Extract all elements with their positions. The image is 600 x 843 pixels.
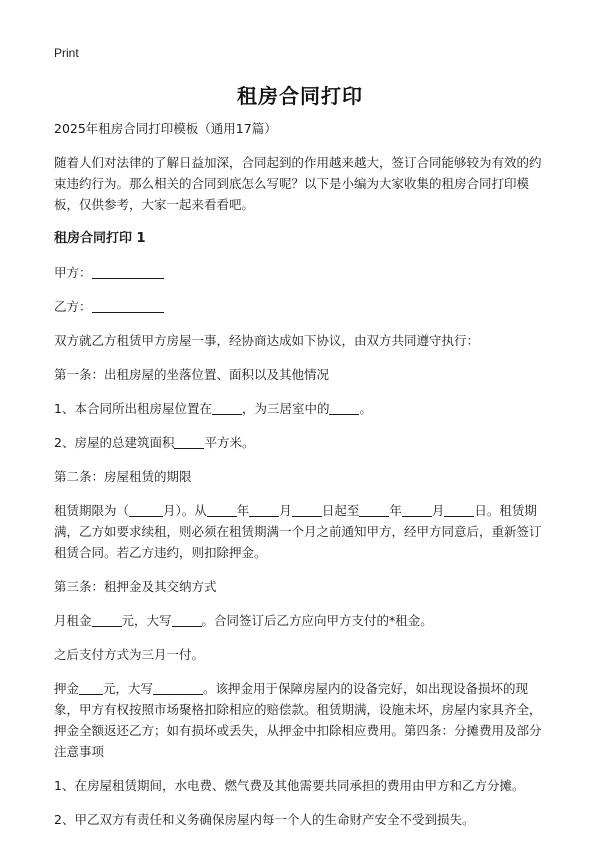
article-3-payment: 之后支付方式为三月一付。 — [54, 647, 205, 662]
document-body — [54, 118, 546, 843]
deposit-amount-blank — [79, 680, 103, 695]
clause-text: 日起至 — [321, 503, 360, 518]
area-blank — [174, 434, 204, 449]
party-b-label: 乙方： — [54, 299, 92, 314]
start-day-blank — [292, 502, 322, 517]
end-year-blank — [359, 502, 389, 517]
agreement-intro: 双方就乙方租赁甲方房屋一事，经协商达成如下协议，由双方共同遵守执行： — [54, 333, 480, 348]
clause-text: 。该押金用于保障房屋内的设备完好，如出现设备损坏的现象，甲方有权按照市场聚格扣除相应的赔偿款。租赁期满，设施未坏，房屋内家具齐全，押金全额返还乙方；如有损坏或丢失，从押金中扣除相应费用。第四条：分摊费用及部分注意事项 — [54, 681, 542, 759]
article-2-title: 第二条：房屋租赁的期限 — [54, 469, 192, 484]
article-4-clause-2: 2、甲乙双方有责任和义务确保房屋内每一个人的生命财产安全不受到损失。 — [54, 812, 475, 827]
clause-text: 月 — [431, 503, 445, 518]
clause-text: 。 — [359, 401, 372, 416]
end-month-blank — [402, 502, 432, 517]
document-subtitle: 2025年租房合同打印模板（通用17篇） — [54, 121, 277, 136]
clause-text: 元，大写 — [103, 681, 154, 696]
clause-text: 平方米。 — [204, 435, 255, 450]
article-1-title: 第一条：出租房屋的坐落位置、面积以及其他情况 — [54, 367, 330, 382]
clause-text: 月租金 — [54, 613, 92, 628]
location-blank — [212, 400, 242, 415]
months-blank — [129, 502, 163, 517]
article-3-rent — [54, 610, 546, 631]
clause-text: 租赁期限为（ — [54, 503, 130, 518]
article-1-clause-1 — [54, 398, 546, 419]
room-blank — [329, 400, 359, 415]
clause-text: 2、房屋的总建筑面积 — [54, 435, 175, 450]
article-2-body — [54, 500, 546, 563]
end-day-blank — [444, 502, 474, 517]
article-3-title: 第三条：租押金及其交纳方式 — [54, 579, 217, 594]
clause-text: 1、本合同所出租房屋位置在 — [54, 401, 212, 416]
party-a-blank — [92, 264, 164, 279]
party-a-line — [54, 262, 546, 283]
party-b-line — [54, 296, 546, 317]
article-4-clause-1: 1、在房屋租赁期间，水电费、燃气费及其他需要共同承担的费用由甲方和乙方分摊。 — [54, 778, 525, 793]
party-b-blank — [92, 298, 164, 313]
start-year-blank — [207, 502, 237, 517]
clause-text: 日。租赁期满，乙方如要求续租，则必须在租赁期满一个月之前通知甲方，经甲方同意后，重新签订租赁合同。若乙方违约，则扣除押金。 — [54, 503, 542, 560]
print-label[interactable]: Print — [54, 46, 79, 60]
section-heading: 租房合同打印 1 — [54, 231, 146, 246]
deposit-words-blank — [153, 680, 203, 695]
clause-text: 月）。从 — [163, 503, 207, 518]
intro-paragraph: 随着人们对法律的了解日益加深，合同起到的作用越来越大，签订合同能够较为有效的约束违约行为。那么相关的合同到底怎么写呢？以下是小编为大家收集的租房合同打印模板，仅供参考，大家一起来看看吧。 — [54, 155, 542, 212]
rent-amount-blank — [92, 612, 122, 627]
clause-text: 月 — [279, 503, 292, 518]
rent-words-blank — [172, 612, 202, 627]
document-title: 租房合同打印 — [237, 84, 363, 108]
clause-text: 年 — [389, 503, 402, 518]
article-3-deposit — [54, 678, 546, 762]
clause-text: 元，大写 — [121, 613, 172, 628]
start-month-blank — [249, 502, 279, 517]
article-1-clause-2 — [54, 432, 546, 453]
clause-text: 押金 — [54, 681, 80, 696]
party-a-label: 甲方： — [54, 265, 92, 280]
clause-text: ，为三居室中的 — [241, 401, 330, 416]
clause-text: 年 — [236, 503, 250, 518]
clause-text: 。合同签订后乙方应向甲方支付的*租金。 — [201, 613, 433, 628]
